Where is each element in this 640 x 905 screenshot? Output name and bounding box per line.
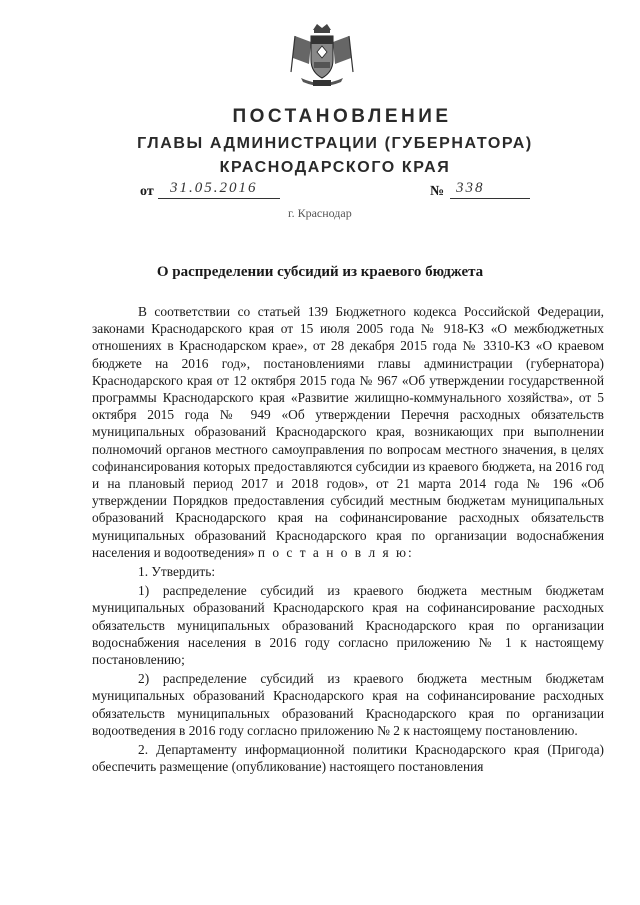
item-1-subitem-2: 2) распределение субсидий из краевого бюджета местным бюджетам муниципальных образований Краснодарского края на софинансирование расходных обязательств муниципальных образований Краснодарского края по организации водоотведения в 2016 году согласно приложению № 2 к настоящему постановлению. (92, 671, 604, 738)
date-label: от (140, 184, 154, 199)
city-label: г. Краснодар (288, 206, 352, 220)
number-label: № (430, 184, 445, 199)
document-body (92, 303, 604, 775)
preamble-paragraph (92, 303, 604, 561)
number-underline (450, 198, 530, 199)
resolve-word: п о с т а н о в л я ю: (257, 544, 414, 560)
krasnodar-coat-of-arms-icon (287, 22, 357, 90)
number-value: 338 (456, 180, 485, 196)
item-2: 2. Департаменту информационной политики Краснодарского края (Пригода) обеспечить размещение (опубликование) настоящего постановления (92, 742, 604, 775)
item-1: 1. Утвердить: (138, 564, 216, 580)
document-type-heading: ПОСТАНОВЛЕНИЕ (232, 106, 452, 127)
date-value: 31.05.2016 (170, 180, 258, 196)
preamble-text: В соответствии со статьей 139 Бюджетного кодекса Российской Федерации, законами Краснодарского края от 15 июля 2005 года № 918-КЗ «О межбюджетных отношениях в Краснодарском крае», от 28 декабря 2015 года № 3310-КЗ «О краевом бюджете на 2016 год», постановлениями главы администрации (губернатора) Краснодарского края от 12 октября 2015 года № 967 «Об утверждении государственной программы Краснодарского края «Развитие жилищно-коммунального хозяйства», от 5 октября 2015 года № 949 «Об утверждении Перечня расходных обязательств муниципальных образований Краснодарского края, возникающих при выполнении полномочий органов местного самоуправления по вопросам местного значения, в целях софинансирования которых предоставляются субсидии из краевого бюджета, на 2016 год и на плановый период 2017 и 2018 годов», от 21 марта 2014 года № 196 «Об утверждении Порядков предоставления субсидий местным бюджетам муниципальных образований Краснодарского края на софинансирование расходных обязательств муниципальных образований Краснодарского края по организации водоснабжения населения и водоотведения» (92, 304, 604, 560)
issuer-line-2: КРАСНОДАРСКОГО КРАЯ (219, 159, 451, 176)
date-underline (158, 198, 280, 199)
item-1-subitem-1: 1) распределение субсидий из краевого бюджета местным бюджетам муниципальных образований Краснодарского края на софинансирование расходных обязательств муниципальных образований Краснодарского края по организации водоснабжения населения в 2016 году согласно приложению № 1 к настоящему постановлению; (92, 583, 604, 668)
issuer-line-1: ГЛАВЫ АДМИНИСТРАЦИИ (ГУБЕРНАТОРА) (137, 135, 533, 152)
document-title: О распределении субсидий из краевого бюджета (156, 264, 484, 280)
